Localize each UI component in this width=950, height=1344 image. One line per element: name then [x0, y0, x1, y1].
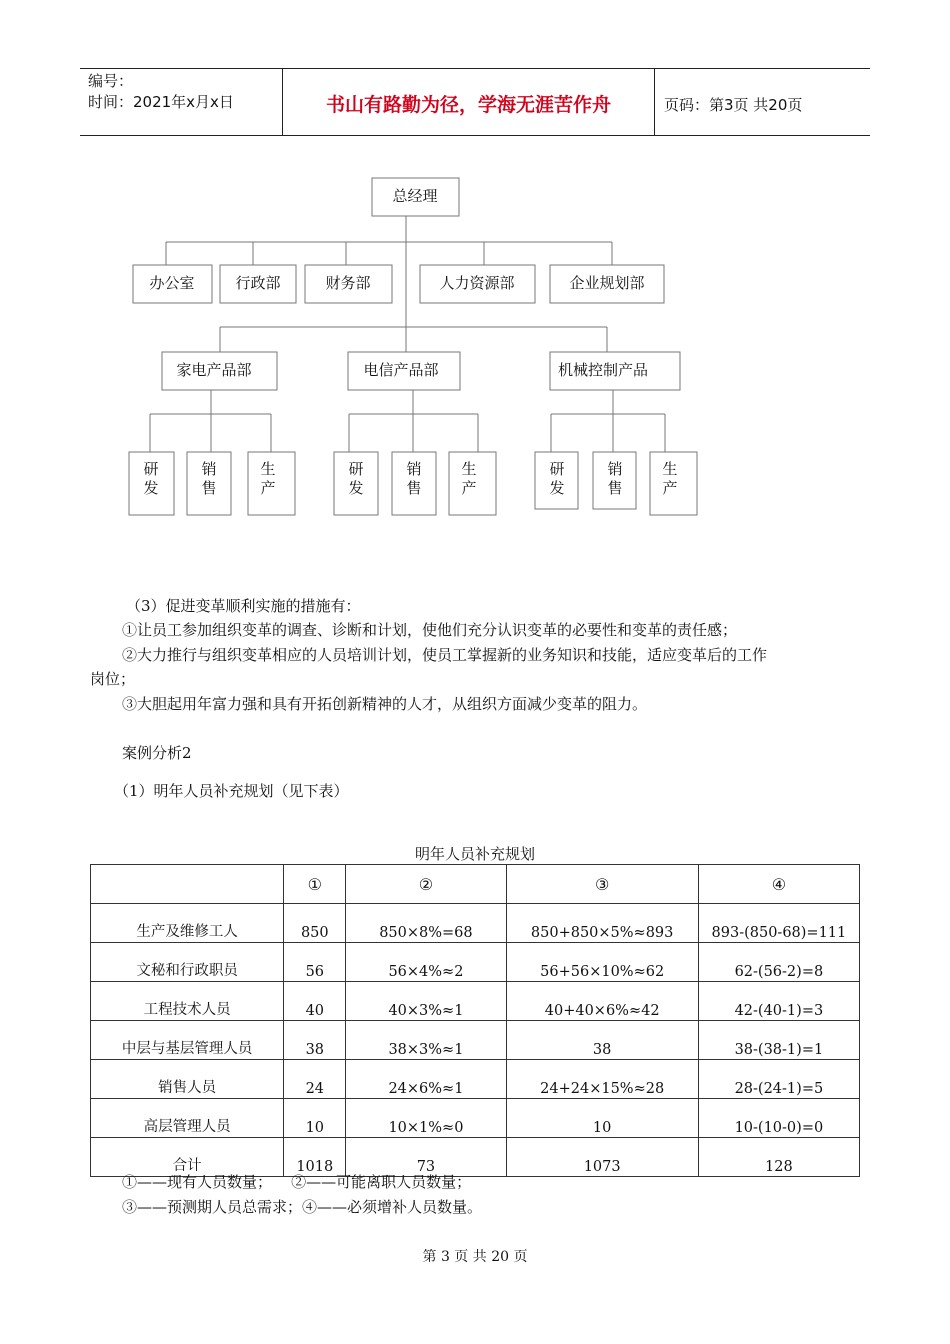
section3-item2: ②大力推行与组织变革相应的人员培训计划，使员工掌握新的业务知识和技能，适应变革后的工作 [122, 646, 768, 664]
table-cell: 38 [506, 1021, 698, 1060]
table-cell: 销售人员 [91, 1060, 284, 1099]
table-cell: 高层管理人员 [91, 1099, 284, 1138]
table-cell: 893-(850-68)=111 [698, 904, 859, 943]
table-row [91, 1099, 860, 1138]
header-motto: 书山有路勤为径，学海无涯苦作舟 [325, 94, 611, 116]
table-cell: 850+850×5%≈893 [506, 904, 698, 943]
table-cell: 工程技术人员 [91, 982, 284, 1021]
staffing-table [90, 864, 860, 1177]
section3-intro: （3）促进变革顺利实施的措施有： [126, 597, 361, 615]
org-label-rd: 发 [348, 479, 364, 497]
org-label-planning: 企业规划部 [569, 274, 645, 292]
org-label-hr: 人力资源部 [439, 274, 515, 292]
doc-number-label: 编号： [88, 72, 134, 90]
page-footer: 第 3 页 共 20 页 [422, 1249, 528, 1265]
table-header-cell: ③ [506, 865, 698, 904]
table-row [91, 1021, 860, 1060]
table-header-cell: ① [284, 865, 346, 904]
table-cell: 40+40×6%≈42 [506, 982, 698, 1021]
table-cell: 38-(38-1)=1 [698, 1021, 859, 1060]
table-header-row [91, 865, 860, 904]
org-label-production: 产 [662, 479, 678, 497]
table-row [91, 943, 860, 982]
org-label-rd: 研 [143, 460, 159, 478]
org-label-sales: 销 [406, 460, 422, 478]
table-cell: 40 [284, 982, 346, 1021]
table-header-cell: ④ [698, 865, 859, 904]
table-header-cell [91, 865, 284, 904]
org-label-telecom: 电信产品部 [363, 361, 439, 379]
table-cell: 10-(10-0)=0 [698, 1099, 859, 1138]
case-subtitle: （1）明年人员补充规划（见下表） [114, 782, 349, 800]
table-cell: 56×4%≈2 [346, 943, 506, 982]
section3-item2-cont: 岗位； [90, 670, 136, 688]
org-label-rd: 研 [549, 460, 565, 478]
org-label-root: 总经理 [392, 187, 438, 205]
case-title: 案例分析2 [122, 744, 192, 762]
org-label-rd: 研 [348, 460, 364, 478]
table-title: 明年人员补充规划 [414, 845, 535, 863]
table-cell: 28-(24-1)=5 [698, 1060, 859, 1099]
org-label-sales: 售 [406, 479, 422, 497]
org-label-production: 生 [260, 460, 276, 478]
org-label-sales: 售 [607, 479, 623, 497]
table-note: ③——预测期人员总需求；④——必须增补人员数量。 [122, 1198, 483, 1216]
org-chart [0, 0, 950, 560]
table-cell: 38 [284, 1021, 346, 1060]
table-cell: 10 [506, 1099, 698, 1138]
org-label-sales: 销 [607, 460, 623, 478]
table-cell: 24 [284, 1060, 346, 1099]
table-cell: 10 [284, 1099, 346, 1138]
table-cell: 合计 [91, 1138, 284, 1177]
org-label-sales: 售 [201, 479, 217, 497]
table-cell: 24×6%≈1 [346, 1060, 506, 1099]
table-cell: 128 [698, 1138, 859, 1177]
table-cell: 1073 [506, 1138, 698, 1177]
header-page-info: 页码：第3页 共20页 [664, 96, 803, 114]
org-label-appliance: 家电产品部 [176, 361, 252, 379]
org-label-machinery: 机械控制产品 [557, 361, 649, 379]
org-label-production: 产 [461, 479, 477, 497]
table-cell: 56+56×10%≈62 [506, 943, 698, 982]
section3-item1: ①让员工参加组织变革的调查、诊断和计划，使他们充分认识变革的必要性和变革的责任感； [122, 621, 738, 639]
table-cell: 73 [346, 1138, 506, 1177]
org-label-sales: 销 [201, 460, 217, 478]
table-cell: 10×1%≈0 [346, 1099, 506, 1138]
table-cell: 38×3%≈1 [346, 1021, 506, 1060]
table-cell: 24+24×15%≈28 [506, 1060, 698, 1099]
table-cell: 850 [284, 904, 346, 943]
table-cell: 40×3%≈1 [346, 982, 506, 1021]
org-label-finance: 财务部 [325, 274, 371, 292]
org-label-production: 产 [260, 479, 276, 497]
org-label-admin: 行政部 [235, 274, 281, 292]
doc-date-label: 时间：2021年x月x日 [88, 93, 234, 111]
table-cell: 42-(40-1)=3 [698, 982, 859, 1021]
table-cell: 中层与基层管理人员 [91, 1021, 284, 1060]
table-row [91, 1060, 860, 1099]
org-label-office: 办公室 [149, 274, 195, 292]
table-cell: 1018 [284, 1138, 346, 1177]
section3-item3: ③大胆起用年富力强和具有开拓创新精神的人才，从组织方面减少变革的阻力。 [122, 695, 648, 713]
org-label-rd: 发 [549, 479, 565, 497]
table-row [91, 982, 860, 1021]
table-cell: 850×8%=68 [346, 904, 506, 943]
table-note: ①——现有人员数量； ②——可能离职人员数量； [122, 1173, 472, 1191]
org-label-production: 生 [461, 460, 477, 478]
table-cell: 56 [284, 943, 346, 982]
table-row [91, 904, 860, 943]
table-cell: 生产及维修工人 [91, 904, 284, 943]
org-label-rd: 发 [143, 479, 159, 497]
table-header-cell: ② [346, 865, 506, 904]
org-label-production: 生 [662, 460, 678, 478]
table-cell: 文秘和行政职员 [91, 943, 284, 982]
table-cell: 62-(56-2)=8 [698, 943, 859, 982]
